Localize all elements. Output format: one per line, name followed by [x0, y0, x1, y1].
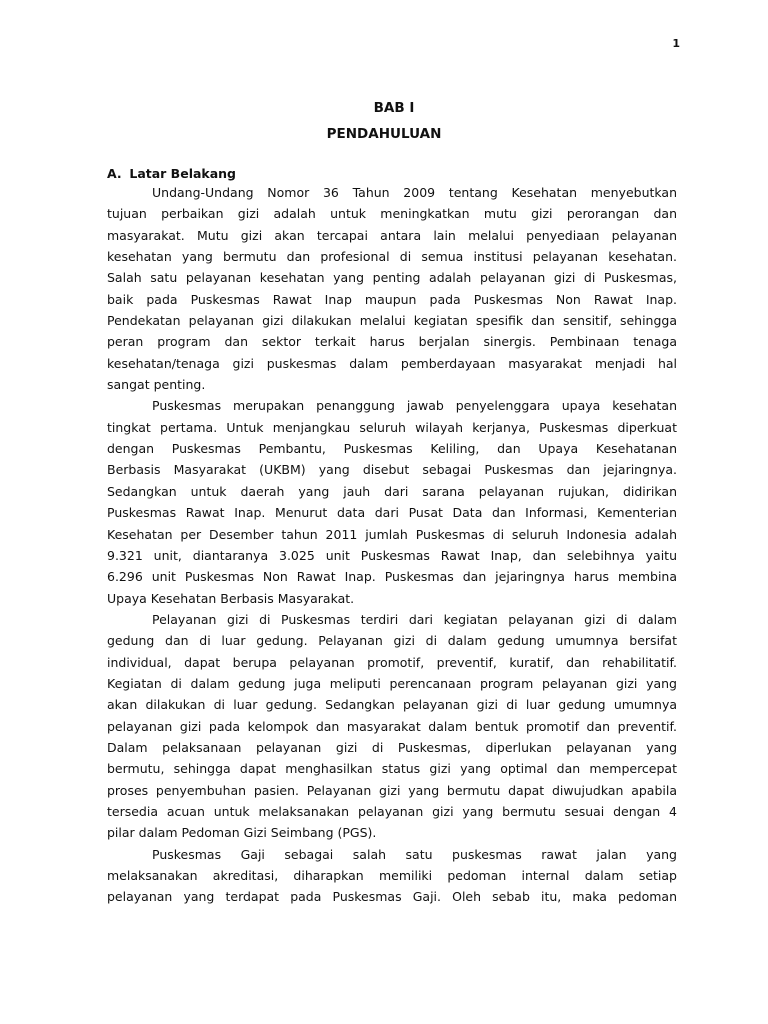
paragraph-line: Upaya Kesehatan Berbasis Masyarakat.	[107, 590, 355, 606]
paragraph-line: masyarakat. Mutu gizi akan tercapai antara lain melalui penyediaan pelayanan	[107, 227, 677, 243]
paragraph-line: bermutu, sehingga dapat menghasilkan status gizi yang optimal dan mempercepat	[107, 761, 677, 777]
body-text	[107, 182, 677, 908]
paragraph	[107, 395, 677, 608]
paragraph-line: individual, dapat berupa pelayanan promotif, preventif, kuratif, dan rehabilitatif.	[107, 654, 677, 670]
paragraph-line: Pelayanan gizi di Puskesmas terdiri dari kegiatan pelayanan gizi di dalam	[152, 611, 677, 627]
paragraph-line: 9.321 unit, diantaranya 3.025 unit Puskesmas Rawat Inap, dan selebihnya yaitu	[107, 547, 677, 563]
chapter-heading	[0, 95, 768, 147]
paragraph-line: baik pada Puskesmas Rawat Inap maupun pada Puskesmas Non Rawat Inap.	[107, 291, 677, 307]
paragraph-line: Puskesmas merupakan penanggung jawab penyelenggara upaya kesehatan	[152, 398, 677, 414]
paragraph-line: sangat penting.	[107, 377, 206, 393]
paragraph	[107, 844, 677, 908]
section-heading	[107, 164, 236, 184]
paragraph-line: Berbasis Masyarakat (UKBM) yang disebut sebagai Puskesmas dan jejaringnya.	[107, 462, 677, 478]
paragraph-line: tingkat pertama. Untuk menjangkau seluruh wilayah kerjanya, Puskesmas diperkuat	[107, 419, 677, 435]
paragraph-line: 6.296 unit Puskesmas Non Rawat Inap. Puskesmas dan jejaringnya harus membina	[107, 569, 677, 585]
paragraph-line: dengan Puskesmas Pembantu, Puskesmas Keliling, dan Upaya Kesehatanan	[107, 441, 677, 457]
paragraph	[107, 609, 677, 844]
paragraph-line: Sedangkan untuk daerah yang jauh dari sarana pelayanan rujukan, didirikan	[107, 483, 677, 499]
chapter-label: BAB I	[373, 100, 415, 116]
section-title: Latar Belakang	[129, 166, 237, 181]
paragraph	[107, 182, 677, 395]
paragraph-line: proses penyembuhan pasien. Pelayanan gizi yang bermutu dapat diwujudkan apabila	[107, 782, 677, 798]
paragraph-line: tersedia acuan untuk melaksanakan pelayanan gizi yang bermutu sesuai dengan 4	[107, 803, 677, 819]
paragraph-line: pelayanan gizi pada kelompok dan masyarakat dalam bentuk promotif dan preventif.	[107, 718, 677, 734]
paragraph-line: pilar dalam Pedoman Gizi Seimbang (PGS).	[107, 825, 377, 841]
paragraph-line: Salah satu pelayanan kesehatan yang penting adalah pelayanan gizi di Puskesmas,	[107, 270, 677, 286]
paragraph-line: Pendekatan pelayanan gizi dilakukan melalui kegiatan spesifik dan sensitif, sehingga	[107, 313, 677, 329]
paragraph-line: Dalam pelaksanaan pelayanan gizi di Puskesmas, diperlukan pelayanan yang	[107, 739, 677, 755]
chapter-title: PENDAHULUAN	[326, 126, 442, 142]
paragraph-line: peran program dan sektor terkait harus berjalan sinergis. Pembinaan tenaga	[107, 334, 677, 350]
paragraph-line: Puskesmas Rawat Inap. Menurut data dari Pusat Data dan Informasi, Kementerian	[107, 505, 677, 521]
section-number: A.	[107, 166, 122, 181]
page-number: 1	[672, 37, 680, 50]
paragraph-line: kesehatan yang bermutu dan profesional di semua institusi pelayanan kesehatan.	[107, 249, 677, 265]
paragraph-line: tujuan perbaikan gizi adalah untuk meningkatkan mutu gizi perorangan dan	[107, 206, 677, 222]
paragraph-line: kesehatan/tenaga gizi puskesmas dalam pemberdayaan masyarakat menjadi hal	[107, 355, 677, 371]
paragraph-line: pelayanan yang terdapat pada Puskesmas Gaji. Oleh sebab itu, maka pedoman	[107, 889, 677, 905]
paragraph-line: Puskesmas Gaji sebagai salah satu puskesmas rawat jalan yang	[152, 846, 677, 862]
paragraph-line: Kesehatan per Desember tahun 2011 jumlah Puskesmas di seluruh Indonesia adalah	[107, 526, 677, 542]
paragraph-line: melaksanakan akreditasi, diharapkan memiliki pedoman internal dalam setiap	[107, 868, 677, 883]
paragraph-line: Kegiatan di dalam gedung juga meliputi perencanaan program pelayanan gizi yang	[107, 675, 677, 691]
paragraph-line: akan dilakukan di luar gedung. Sedangkan pelayanan gizi di luar gedung umumnya	[107, 697, 677, 713]
paragraph-line: gedung dan di luar gedung. Pelayanan gizi di dalam gedung umumnya bersifat	[107, 633, 677, 649]
paragraph-line: Undang-Undang Nomor 36 Tahun 2009 tentang Kesehatan menyebutkan	[152, 185, 677, 200]
